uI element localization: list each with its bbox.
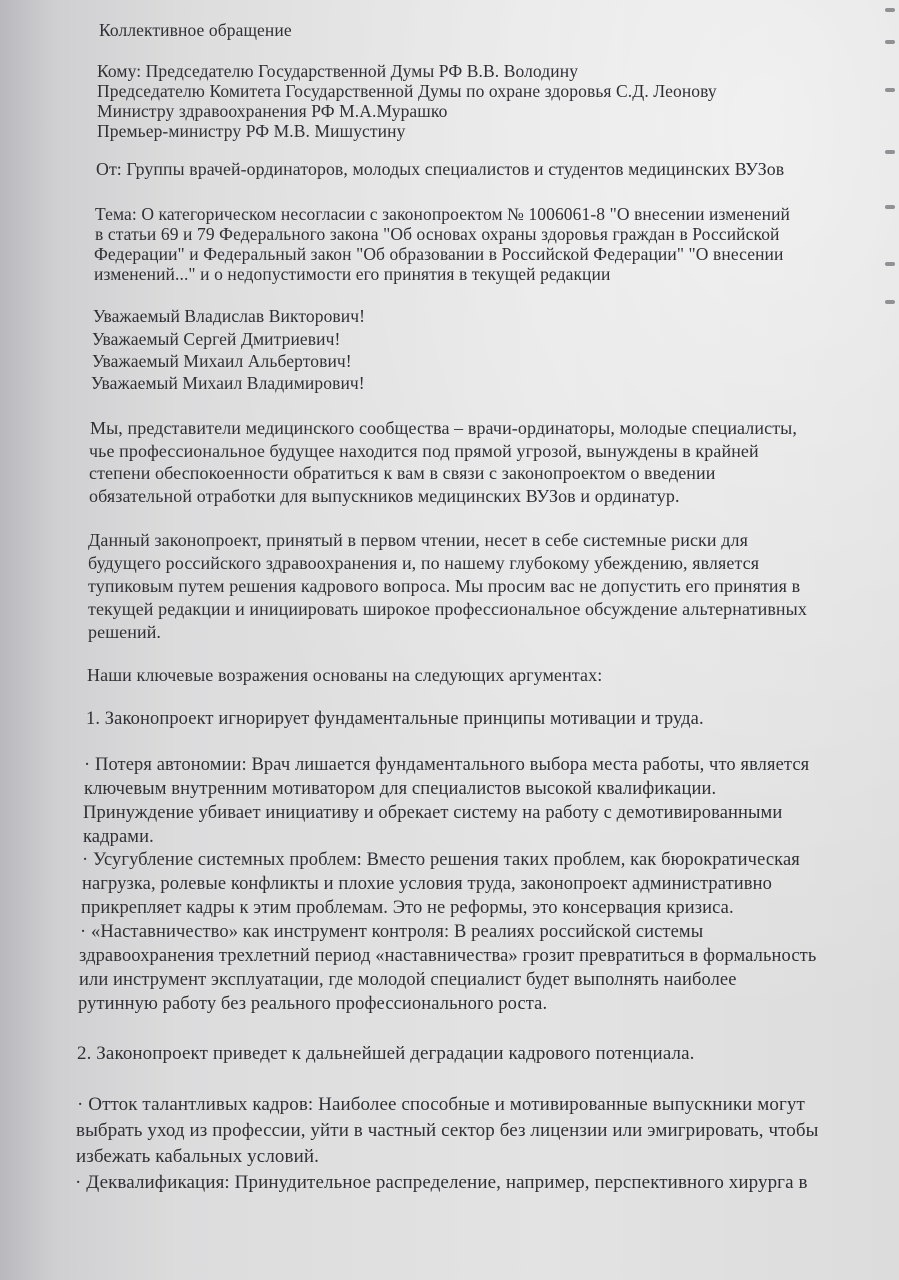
scan-edge-marks [881, 0, 895, 320]
subject-line: Тема: О категорическом несогласии с законопроектом № 1006061-8 "О внесении изменений [95, 204, 791, 224]
section-line: рутинную работу без реального профессионального роста. [78, 994, 548, 1014]
sender-line: От: Группы врачей-ординаторов, молодых специалистов и студентов медицинских ВУЗов [96, 159, 785, 179]
section-line: · Деквалификация: Принудительное распределение, например, перспективного хирурга в [75, 1172, 808, 1193]
section-line: кадрами. [83, 827, 154, 847]
document-title: Коллективное обращение [99, 20, 292, 40]
section-line: · Отток талантливых кадров: Наиболее способные и мотивированные выпускники могут [77, 1094, 805, 1115]
body-line: текущей редакции и инициировать широкое профессиональное обсуждение альтернативных [88, 599, 807, 619]
body-line: Мы, представители медицинского сообщества – врачи-ординаторы, молодые специалисты, [90, 418, 797, 438]
greeting-line: Уважаемый Михаил Владимирович! [91, 373, 365, 393]
body-line: будущего российского здравоохранения и, по нашему глубокому убеждению, является [88, 553, 760, 573]
subject-line: изменений..." и о недопустимости его принятия в текущей редакции [94, 264, 611, 284]
section-heading: 1. Законопроект игнорирует фундаментальные принципы мотивации и труда. [86, 709, 704, 729]
section-line: · «Наставничество» как инструмент контроля: В реалиях российской системы [80, 922, 704, 942]
section-line: Принуждение убивает инициативу и обрекает систему на работу с демотивированными [83, 803, 783, 823]
body-line: решений. [88, 622, 162, 642]
recipient-line: Министру здравоохранения РФ М.А.Мурашко [97, 101, 448, 121]
greeting-line: Уважаемый Владислав Викторович! [93, 306, 366, 326]
body-line: Данный законопроект, принятый в первом чтении, несет в себе системные риски для [88, 530, 748, 550]
section-line: прикрепляет кадры к этим проблемам. Это не реформы, это консервация кризиса. [81, 898, 734, 918]
subject-line: в статьи 69 и 79 Федерального закона "Об основах охраны здоровья граждан в Российской [95, 224, 780, 244]
section-heading: 2. Законопроект приведет к дальнейшей деградации кадрового потенциала. [77, 1043, 695, 1064]
section-line: избежать кабальных условий. [76, 1146, 319, 1167]
recipient-line: Премьер-министру РФ М.В. Мишустину [97, 121, 406, 141]
recipient-line: Председателю Комитета Государственной Думы по охране здоровья С.Д. Леонову [97, 81, 717, 101]
section-line: · Потеря автономии: Врач лишается фундаментального выбора места работы, что является [84, 755, 810, 775]
body-line: обязательной отработки для выпускников медицинских ВУЗов и ординатур. [89, 486, 680, 506]
section-line: · Усугубление системных проблем: Вместо решения таких проблем, как бюрократическая [82, 850, 800, 870]
section-line: здравоохранения трехлетний период «наставничества» грозит превратиться в формальность [79, 946, 817, 966]
greeting-line: Уважаемый Михаил Альбертович! [92, 351, 352, 371]
section-line: ключевым внутренним мотиватором для специалистов высокой квалификации. [84, 779, 717, 799]
subject-line: Федерации" и Федеральный закон "Об образовании в Российской Федерации" "О внесении [94, 244, 784, 264]
greeting-line: Уважаемый Сергей Дмитриевич! [92, 329, 341, 349]
section-line: нагрузка, ролевые конфликты и плохие условия труда, законопроект административно [82, 874, 772, 894]
section-line: или инструмент эксплуатации, где молодой специалист будет выполнять наиболее [79, 970, 737, 990]
body-line: чье профессиональное будущее находится под прямой угрозой, вынуждены в крайней [89, 441, 759, 461]
body-line: степени обеспокоенности обратиться к вам в связи с законопроектом о введении [89, 463, 716, 483]
body-line: тупиковым путем решения кадрового вопроса. Мы просим вас не допустить его принятия в [88, 576, 801, 596]
section-line: выбрать уход из профессии, уйти в частный сектор без лицензии или эмигрировать, чтобы [76, 1120, 819, 1141]
arguments-intro: Наши ключевые возражения основаны на следующих аргументах: [87, 665, 603, 685]
recipient-line: Кому: Председателю Государственной Думы РФ В.В. Володину [97, 61, 579, 81]
